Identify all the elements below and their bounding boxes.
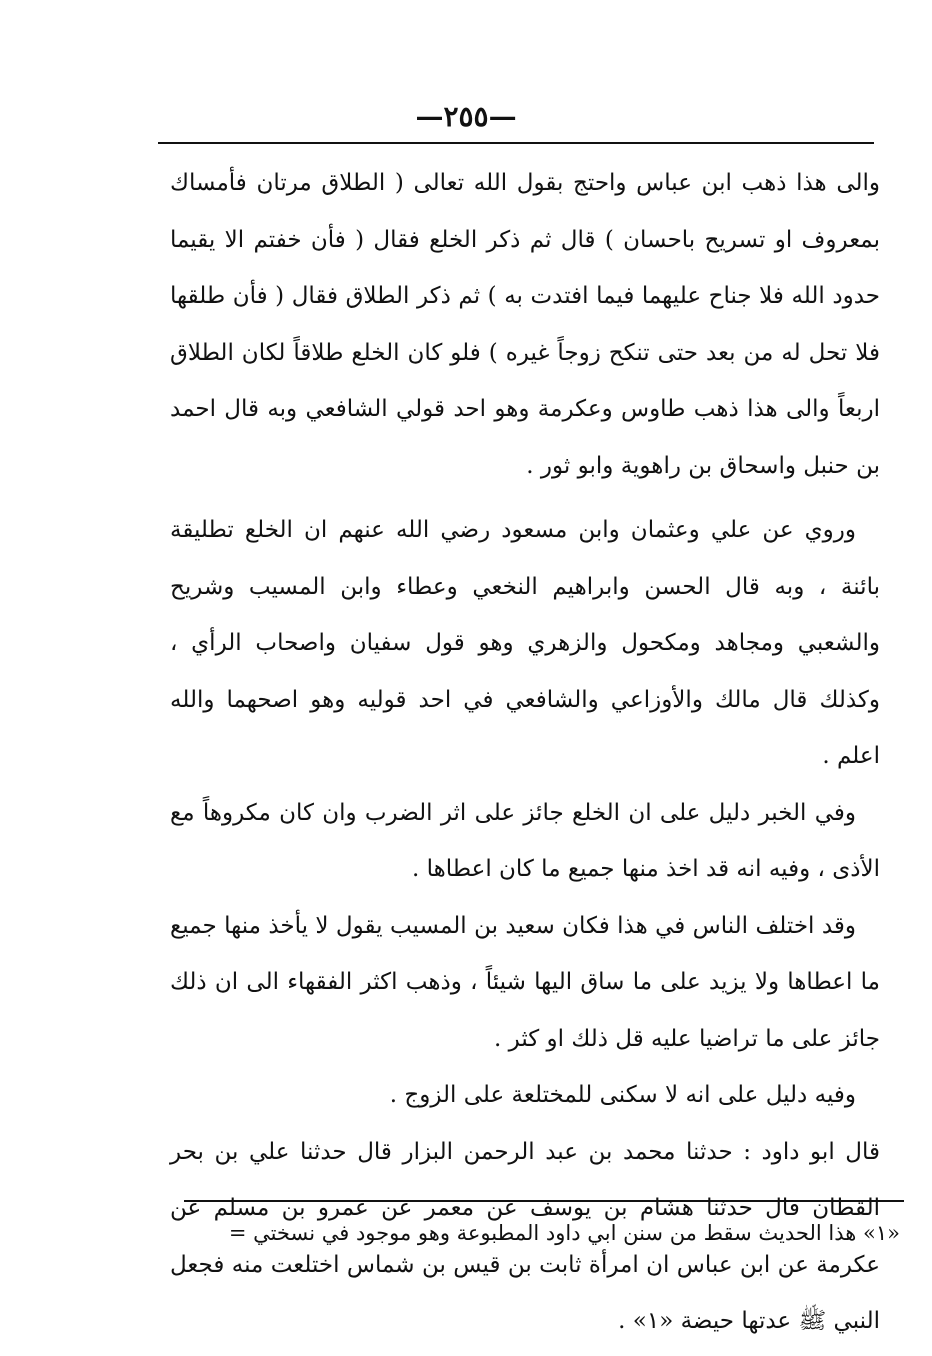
paragraph-5: وفيه دليل على انه لا سكنى للمختلعة على الزوج . [389,1082,856,1108]
footnote-rule [184,1200,904,1202]
paragraph-6: قال ابو داود : حدثنا محمد بن عبد الرحمن البزار قال حدثنا علي بن بحر القطان قال حدثنا هشام بن يوسف عن معمر عن عمرو بن مسلم عن عكرمة عن ابن عباس ان امرأة ثابت بن قيس بن شماس اختلعت منه فجعل النبي ﷺ عدتها حيضة «١» . [170,1138,880,1334]
paragraph-3: وفي الخبر دليل على ان الخلع جائز على اثر الضرب وان كان مكروهاً مع الأذى ، وفيه انه قد اخذ منها جميع ما كان اعطاها . [170,799,880,882]
paragraph-2: وروي عن علي وعثمان وابن مسعود رضي الله عنهم ان الخلع تطليقة بائنة ، وبه قال الحسن وابراهيم النخعي وعطاء وابن المسيب وشريح والشعبي ومجاهد ومكحول والزهري وهو قول سفيان واصحاب الرأي ، وكذلك قال مالك والأوزاعي والشافعي في احد قوليه وهو اصحهما والله اعلم . [170,517,880,769]
footnote: «١» هذا الحديث سقط من سنن ابي داود المطبوعة وهو موجود في نسختي = [228,1221,900,1245]
paragraph-4: وقد اختلف الناس في هذا فكان سعيد بن المسيب يقول لا يأخذ منها جميع ما اعطاها ولا يزيد على ما ساق اليها شيئاً ، وذهب اكثر الفقهاء الى ان ذلك جائز على ما تراضيا عليه قل ذلك او كثر . [170,912,880,1052]
header-rule [158,142,874,144]
paragraph-1: والى هذا ذهب ابن عباس واحتج بقول الله تعالى ( الطلاق مرتان فأمساك بمعروف او تسريح باحسان ) قال ثم ذكر الخلع فقال ( فأن خفتم الا يقيما حدود الله فلا جناح عليهما فيما افتدت به ) ثم ذكر الطلاق فقال ( فأن طلقها فلا تحل له من بعد حتى تنكح زوجاً غيره ) فلو كان الخلع طلاقاً لكان الطلاق اربعاً والى هذا ذهب طاوس وعكرمة وهو احد قولي الشافعي وبه قال احمد بن حنبل واسحاق بن راهوية وابو ثور . [170,170,880,479]
page-number: —٢٥٥— [415,100,517,133]
main-text [170,155,880,1350]
